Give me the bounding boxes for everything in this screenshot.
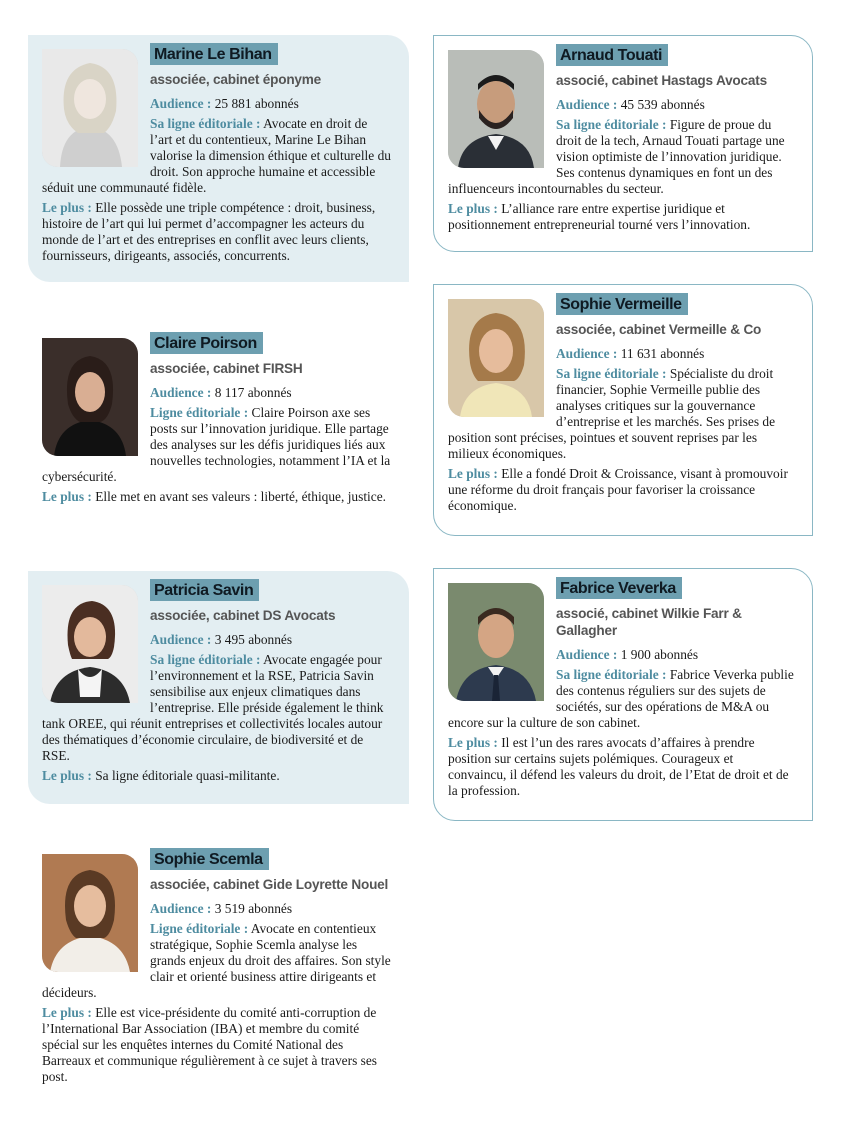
profile-card [28, 840, 409, 1100]
audience-label: Audience : [556, 647, 618, 662]
profile-name: Patricia Savin [150, 579, 259, 601]
audience-label: Audience : [150, 901, 212, 916]
audience-label: Audience : [556, 97, 618, 112]
portrait-photo [448, 50, 544, 168]
editorial-label: Sa ligne éditoriale : [150, 652, 261, 667]
profile-role: associée, cabinet DS Avocats [150, 608, 336, 623]
profile-role: associée, cabinet Gide Loyrette Nouel [150, 877, 389, 892]
profile-card [433, 35, 813, 252]
plus-row [42, 489, 391, 505]
plus-row [42, 768, 391, 784]
plus-text: L’alliance rare entre expertise juridique et positionnement entrepreneurial tourné vers l’innovation. [448, 201, 751, 232]
plus-row [448, 201, 794, 233]
plus-label: Le plus : [42, 489, 92, 504]
plus-label: Le plus : [42, 200, 92, 215]
profile-card [433, 568, 813, 821]
profile-name: Claire Poirson [150, 332, 263, 354]
editorial-text: Avocate engagée pour l’environnement et la RSE, Patricia Savin sensibilise aux enjeux climatiques dans l’entreprise. Elle préside également le think tank OREE, qui réunit entreprises et collectivités locales autour des thématiques d’économie circulaire, de biodiversité et de RSE. [42, 652, 384, 763]
profile-card [28, 571, 409, 804]
profile-role: associé, cabinet Wilkie Farr & Gallagher [556, 606, 742, 638]
plus-row [42, 1005, 391, 1085]
profile-name: Sophie Scemla [150, 848, 269, 870]
portrait-photo [42, 49, 138, 167]
plus-text: Il est l’un des rares avocats d’affaires à prendre position sur certains sujets polémiques. Courageux et convaincu, il défend les valeurs du droit, de l’Etat de droit et de la profession. [448, 735, 789, 798]
plus-row [42, 200, 391, 264]
plus-text: Elle est vice-présidente du comité anti-corruption de l’International Bar Association (IBA) et membre du comité spécial sur les enquêtes internes du Comité National des Barreaux et communique régulièrement à ce sujet à travers ses post. [42, 1005, 377, 1084]
profile-role: associée, cabinet éponyme [150, 72, 322, 87]
audience-label: Audience : [150, 96, 212, 111]
profile-name: Marine Le Bihan [150, 43, 278, 65]
audience-value: 3 495 abonnés [214, 632, 293, 647]
plus-label: Le plus : [448, 201, 498, 216]
audience-value: 3 519 abonnés [214, 901, 293, 916]
audience-label: Audience : [150, 385, 212, 400]
editorial-label: Ligne éditoriale : [150, 921, 249, 936]
plus-label: Le plus : [448, 466, 498, 481]
profile-role: associée, cabinet FIRSH [150, 361, 303, 376]
audience-value: 45 539 abonnés [620, 97, 705, 112]
editorial-text: Claire Poirson axe ses posts sur l’innovation juridique. Elle partage des analyses sur les défis juridiques liés aux nouvelles technologies, notamment l’IA et la cybersécurité. [42, 405, 391, 484]
editorial-label: Sa ligne éditoriale : [556, 667, 667, 682]
profile-card [28, 35, 409, 282]
audience-label: Audience : [556, 346, 618, 361]
editorial-label: Sa ligne éditoriale : [556, 366, 667, 381]
plus-text: Sa ligne éditoriale quasi-militante. [95, 768, 280, 783]
editorial-text: Avocate en contentieux stratégique, Sophie Scemla analyse les grands enjeux du droit des affaires. Son style clair et orienté business attire dirigeants et décideurs. [42, 921, 391, 1000]
profile-role: associée, cabinet Vermeille & Co [556, 322, 762, 337]
editorial-label: Sa ligne éditoriale : [150, 116, 261, 131]
portrait-photo [42, 338, 138, 456]
editorial-label: Ligne éditoriale : [150, 405, 249, 420]
profile-name: Sophie Vermeille [556, 293, 688, 315]
plus-label: Le plus : [42, 1005, 92, 1020]
audience-value: 8 117 abonnés [214, 385, 292, 400]
editorial-text: Avocate en droit de l’art et du contentieux, Marine Le Bihan valorise la dimension éthique et culturelle du droit. Son approche humaine et accessible séduit une communauté fidèle. [42, 116, 391, 195]
profile-card [28, 324, 409, 534]
plus-text: Elle possède une triple compétence : droit, business, histoire de l’art qui lui permet d’accompagner les acteurs du monde de l’art et des entreprises en conflit avec leurs clients, fournisseurs, dirigeants, associés, concurrents. [42, 200, 376, 263]
profile-card [433, 284, 813, 536]
editorial-label: Sa ligne éditoriale : [556, 117, 667, 132]
plus-text: Elle a fondé Droit & Croissance, visant à promouvoir une réforme du droit français pour favoriser la croissance économique. [448, 466, 788, 513]
portrait-photo [448, 299, 544, 417]
editorial-text: Figure de proue du droit de la tech, Arnaud Touati partage une vision optimiste de l’innovation juridique. Ses contenus dynamiques en font un des influenceurs incontournables du secteur. [448, 117, 785, 196]
audience-value: 11 631 abonnés [620, 346, 705, 361]
portrait-photo [42, 854, 138, 972]
profile-name: Arnaud Touati [556, 44, 668, 66]
plus-label: Le plus : [448, 735, 498, 750]
editorial-text: Spécialiste du droit financier, Sophie Vermeille publie des analyses critiques sur la gouvernance d’entreprise et les marchés. Ses prises de position sont précises, pointues et souvent reprises par les milieux économiques. [448, 366, 776, 461]
audience-value: 1 900 abonnés [620, 647, 699, 662]
plus-text: Elle met en avant ses valeurs : liberté, éthique, justice. [95, 489, 386, 504]
profile-role: associé, cabinet Hastags Avocats [556, 73, 767, 88]
profile-name: Fabrice Veverka [556, 577, 682, 599]
audience-value: 25 881 abonnés [214, 96, 299, 111]
plus-row [448, 466, 794, 514]
portrait-photo [42, 585, 138, 703]
plus-row [448, 735, 794, 799]
audience-label: Audience : [150, 632, 212, 647]
portrait-photo [448, 583, 544, 701]
plus-label: Le plus : [42, 768, 92, 783]
editorial-text: Fabrice Veverka publie des contenus réguliers sur des sujets de sociétés, sur des opérations de M&A ou encore sur la culture de son cabinet. [448, 667, 794, 730]
